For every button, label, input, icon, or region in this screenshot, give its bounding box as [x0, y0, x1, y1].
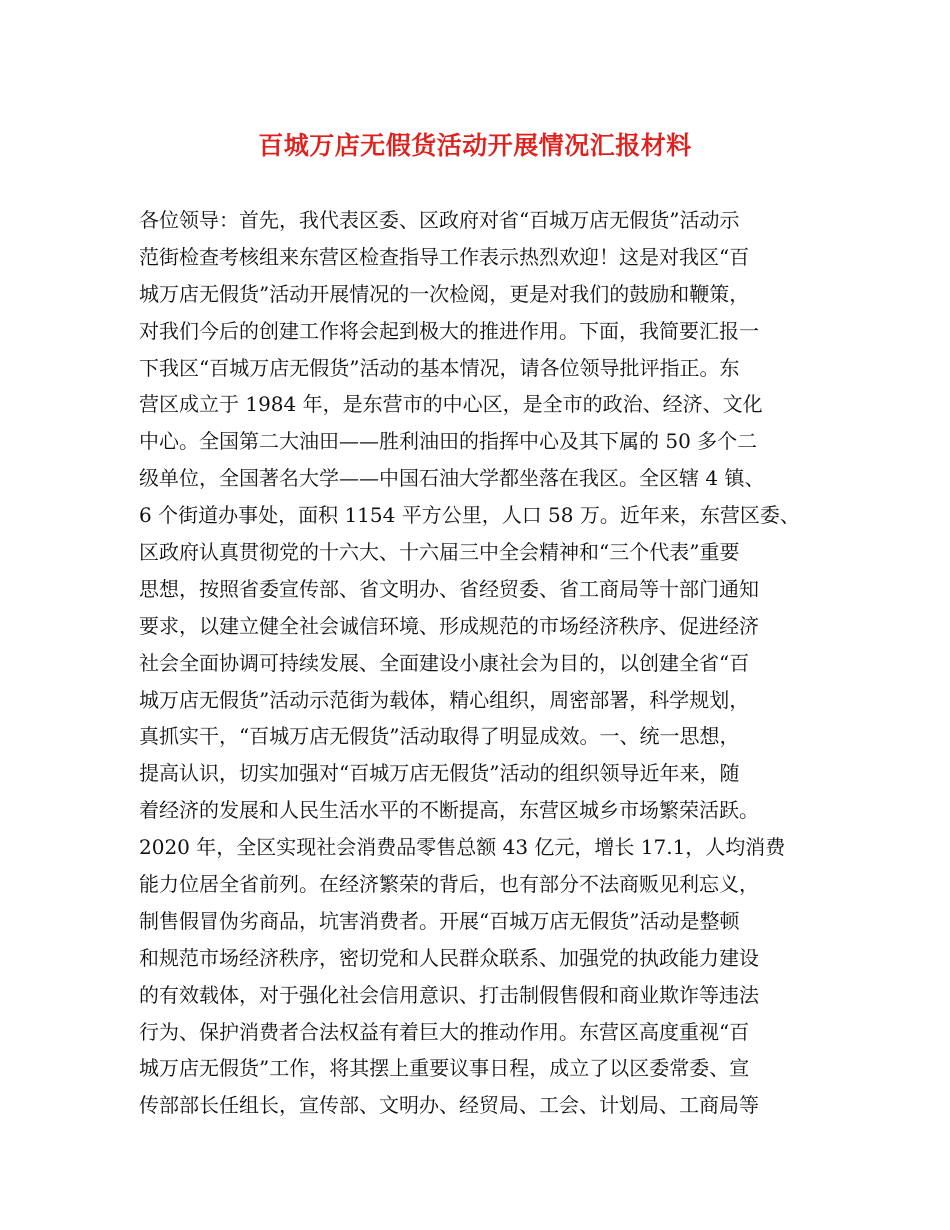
body-text-line: 传部部长任组长，宣传部、文明办、经贸局、工会、计划局、工商局等 — [139, 1093, 759, 1118]
body-text-line: 各位领导：首先，我代表区委、区政府对省“百城万店无假货”活动示 — [139, 208, 740, 232]
body-text-line: 营区成立于 1984 年，是东营市的中心区，是全市的政治、经济、文化 — [139, 392, 763, 417]
body-text-line: 中心。全国第二大油田——胜利油田的指挥中心及其下属的 50 多个二 — [139, 429, 758, 454]
document-title: 百城万店无假货活动开展情况汇报材料 — [258, 131, 692, 160]
body-text-line: 6 个街道办事处，面积 1154 平方公里，人口 58 万。近年来，东营区委、 — [139, 503, 800, 528]
body-text-line: 提高认识，切实加强对“百城万店无假货”活动的组织领导近年来，随 — [139, 761, 740, 786]
body-text-line: 社会全面协调可持续发展、全面建设小康社会为目的，以创建全省“百 — [139, 650, 750, 675]
body-text-line: 城万店无假货”活动开展情况的一次检阅，更是对我们的鼓励和鞭策， — [139, 281, 750, 306]
body-text-line: 对我们今后的创建工作将会起到极大的推进作用。下面，我简要汇报一 — [139, 318, 759, 343]
body-text-line: 2020 年，全区实现社会消费品零售总额 43 亿元，增长 17.1，人均消费 — [139, 835, 786, 860]
body-text-line: 思想，按照省委宣传部、省文明办、省经贸委、省工商局等十部门通知 — [139, 576, 759, 601]
body-text-line: 的有效载体，对于强化社会信用意识、打击制假售假和商业欺诈等违法 — [139, 982, 759, 1007]
body-text-line: 城万店无假货”工作，将其摆上重要议事日程，成立了以区委常委、宣 — [139, 1056, 750, 1081]
body-text-line: 着经济的发展和人民生活水平的不断提高，东营区城乡市场繁荣活跃。 — [139, 798, 759, 823]
body-text-line: 制售假冒伪劣商品，坑害消费者。开展“百城万店无假货”活动是整顿 — [139, 908, 740, 933]
body-text-line: 下我区“百城万店无假货”活动的基本情况，请各位领导批评指正。东 — [139, 355, 740, 380]
body-text-line: 区政府认真贯彻党的十六大、十六届三中全会精神和“三个代表”重要 — [139, 540, 740, 565]
body-text-line: 行为、保护消费者合法权益有着巨大的推动作用。东营区高度重视“百 — [139, 1019, 750, 1044]
body-text-line: 范街检查考核组来东营区检查指导工作表示热烈欢迎！这是对我区“百 — [139, 244, 750, 269]
body-text-line: 要求，以建立健全社会诚信环境、形成规范的市场经济秩序、促进经济 — [139, 613, 759, 638]
document-body — [139, 202, 829, 1124]
body-text-line: 级单位，全国著名大学——中国石油大学都坐落在我区。全区辖 4 镇、 — [139, 466, 765, 491]
body-text-line: 和规范市场经济秩序，密切党和人民群众联系、加强党的执政能力建设 — [139, 945, 759, 970]
body-text-line: 能力位居全省前列。在经济繁荣的背后，也有部分不法商贩见利忘义， — [139, 872, 759, 897]
body-text-line: 真抓实干，“百城万店无假货”活动取得了明显成效。一、统一思想， — [139, 724, 740, 749]
body-text-line: 城万店无假货”活动示范街为载体，精心组织，周密部署，科学规划， — [139, 687, 750, 712]
